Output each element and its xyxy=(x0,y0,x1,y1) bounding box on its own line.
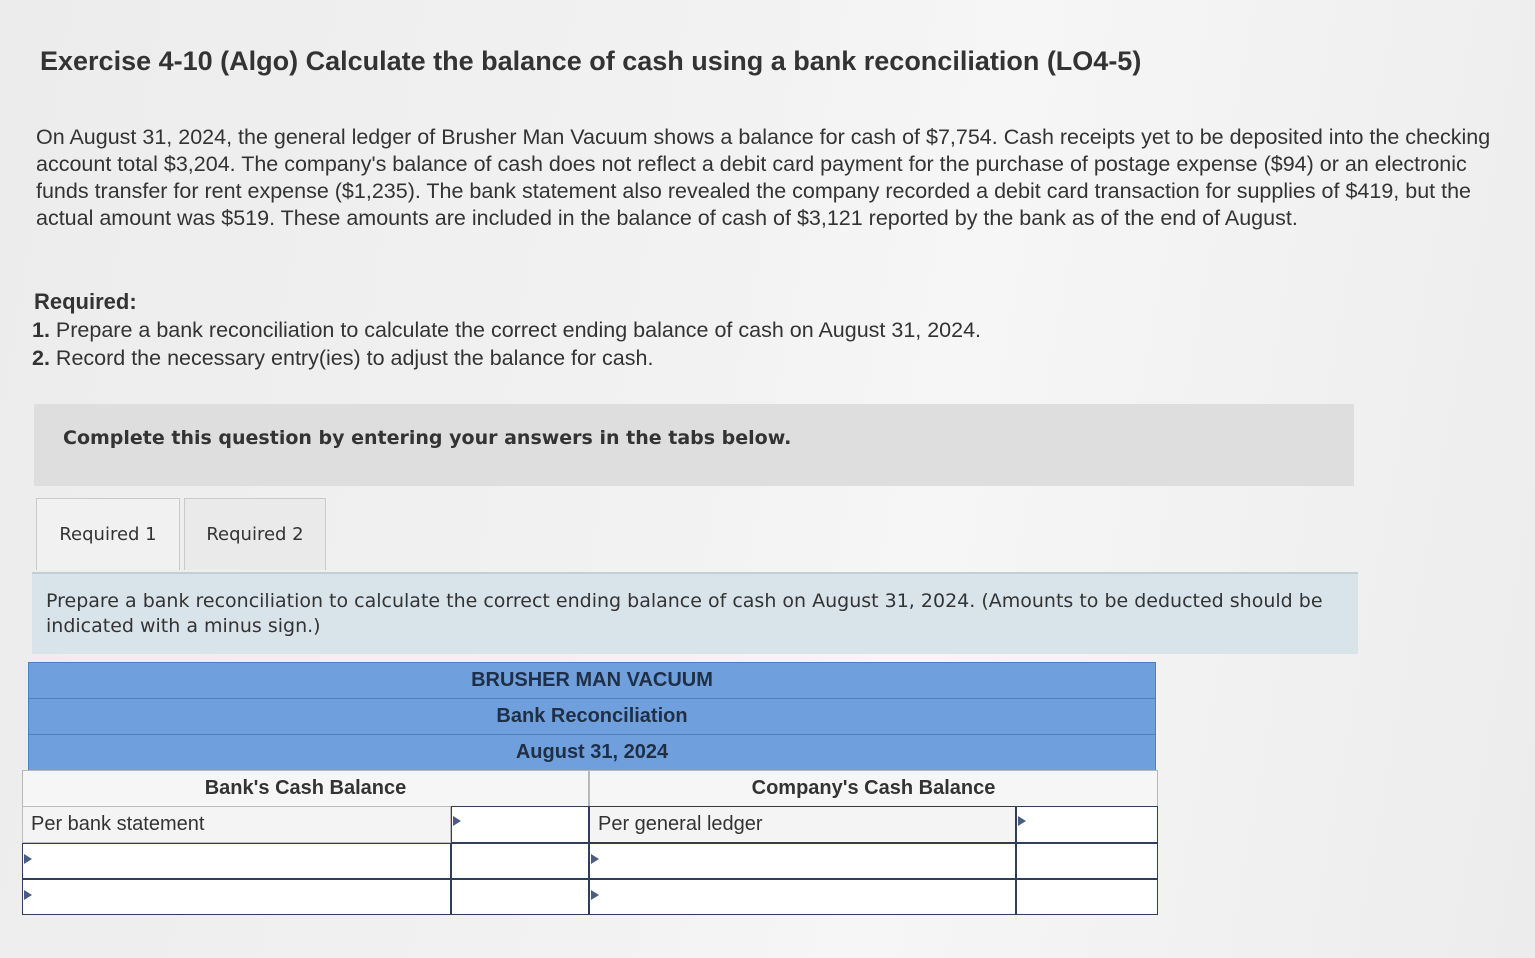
company-name: BRUSHER MAN VACUUM xyxy=(28,662,1156,698)
cell-marker-icon xyxy=(1018,816,1026,826)
per-general-ledger-amount-input[interactable] xyxy=(1016,806,1158,843)
cell-marker-icon xyxy=(453,816,461,826)
instruction-text: Complete this question by entering your answers in the tabs below. xyxy=(63,427,792,449)
instruction-banner xyxy=(34,404,1354,486)
prompt-box xyxy=(32,572,1358,654)
tab-required-1[interactable]: Required 1 xyxy=(36,498,180,570)
company-adjustment-description-input[interactable] xyxy=(589,879,1016,915)
requirements-list xyxy=(32,316,981,372)
dropdown-arrow-icon[interactable] xyxy=(591,890,599,900)
company-balance-header: Company's Cash Balance xyxy=(589,770,1158,807)
requirement-number: 2. xyxy=(32,346,50,370)
bank-adjustment-amount-input[interactable] xyxy=(451,879,589,915)
requirement-text: Prepare a bank reconciliation to calculate the correct ending balance of cash on August 31, 2024. xyxy=(55,318,982,342)
problem-text: On August 31, 2024, the general ledger of Brusher Man Vacuum shows a balance for cash of $7,754. Cash receipts yet to be deposited into the checking account total $3,204. The company's balance of cash does not reflect a debit card payment for the purchase of postage expense ($94) or an electronic funds transfer for rent expense ($1,235). The bank statement also revealed the company recorded a debit card transaction for supplies of $419, but the actual amount was $519. These amounts are included in the balance of cash of $3,121 reported by the bank as of the end of August. xyxy=(36,125,1491,230)
company-adjustment-amount-input[interactable] xyxy=(1016,843,1158,879)
required-heading: Required: xyxy=(34,289,137,314)
bank-adjustment-description-input[interactable] xyxy=(22,879,451,915)
bank-adjustment-amount-input[interactable] xyxy=(451,843,589,879)
dropdown-arrow-icon[interactable] xyxy=(24,854,32,864)
per-general-ledger-label: Per general ledger xyxy=(589,806,1016,843)
per-bank-statement-label: Per bank statement xyxy=(22,806,451,843)
company-adjustment-amount-input[interactable] xyxy=(1016,879,1158,915)
tab-required-2[interactable]: Required 2 xyxy=(184,498,326,570)
bank-adjustment-description-input[interactable] xyxy=(22,843,451,879)
per-bank-statement-amount-input[interactable] xyxy=(451,806,589,843)
requirement-number: 1. xyxy=(32,318,50,342)
bank-balance-header: Bank's Cash Balance xyxy=(22,770,589,807)
statement-title: Bank Reconciliation xyxy=(28,698,1156,734)
statement-date: August 31, 2024 xyxy=(28,734,1156,771)
reconciliation-header xyxy=(28,662,1156,771)
company-adjustment-description-input[interactable] xyxy=(589,843,1016,879)
requirement-text: Record the necessary entry(ies) to adjust the balance for cash. xyxy=(55,346,654,370)
exercise-title: Exercise 4-10 (Algo) Calculate the balance of cash using a bank reconciliation (LO4-5) xyxy=(40,46,1142,76)
prompt-text: Prepare a bank reconciliation to calculate the correct ending balance of cash on August 31, 2024. (Amounts to be deducted should be indicated with a minus sign.) xyxy=(46,590,1323,637)
reconciliation-grid xyxy=(22,770,1160,930)
dropdown-arrow-icon[interactable] xyxy=(24,890,32,900)
requirement-item xyxy=(32,316,981,344)
requirement-item xyxy=(32,344,981,372)
dropdown-arrow-icon[interactable] xyxy=(591,854,599,864)
